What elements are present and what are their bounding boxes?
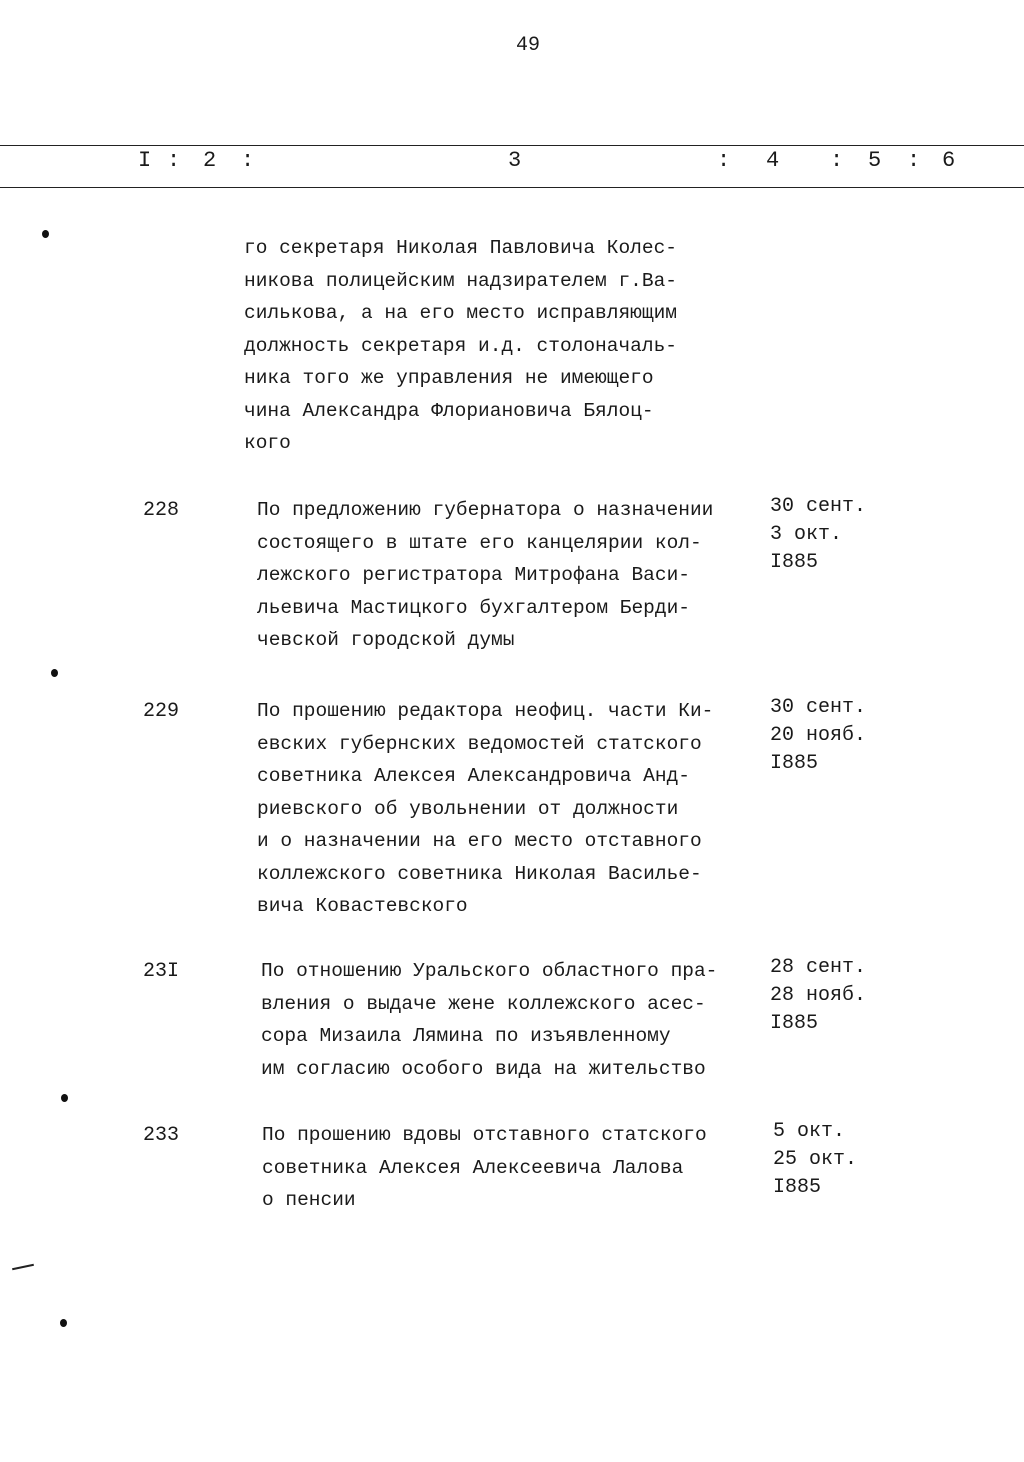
text-line: евских губернских ведомостей статского [257, 732, 702, 755]
year: I885 [770, 752, 819, 775]
text-line: о пенсии [262, 1189, 356, 1211]
entry-number: 228 [143, 499, 180, 522]
column-3-label: 3 [508, 148, 522, 173]
text-line: По предложению губернатора о назначении [257, 499, 714, 521]
text-line: никова полицейским надзирателем г.Ва- [244, 269, 677, 292]
text-line: вления о выдаче жене коллежского асес- [261, 992, 706, 1015]
text-line: кого [244, 432, 291, 454]
text-line: советника Алексея Александровича Анд- [257, 765, 690, 787]
start-date: 5 окт. [773, 1120, 846, 1143]
text-line: вича Ковастевского [257, 895, 468, 917]
entry-description [261, 955, 717, 1085]
text-line: лежского регистратора Митрофана Васи- [257, 564, 690, 586]
start-date: 30 сент. [770, 495, 867, 518]
text-line: По прошению редактора неофиц. части Ки- [257, 700, 714, 722]
column-separator: : [907, 148, 921, 173]
binder-hole-mark [60, 1319, 67, 1327]
column-2-label: 2 [203, 148, 217, 173]
entry-number: 233 [143, 1124, 180, 1147]
page-number: 49 [516, 34, 541, 57]
column-5-label: 5 [868, 148, 882, 173]
year: I885 [773, 1176, 822, 1199]
text-line: чевской городской думы [257, 629, 515, 651]
start-date: 30 сент. [770, 696, 867, 719]
year: I885 [770, 1012, 819, 1035]
text-line: сора Мизаила Лямина по изъявленному [261, 1025, 671, 1047]
text-line: им согласию особого вида на жительство [261, 1057, 706, 1080]
column-6-label: 6 [942, 148, 956, 173]
text-line: должность секретаря и.д. столоначаль- [244, 334, 677, 357]
text-line: советника Алексея Алексеевича Лалова [262, 1156, 684, 1179]
binder-hole-mark [51, 669, 58, 677]
column-separator: : [830, 148, 844, 173]
column-separator: : [241, 148, 255, 173]
entry-dates [770, 954, 866, 1038]
text-line: По отношению Уральского областного пра- [261, 960, 718, 982]
entry-number: 23I [143, 960, 180, 983]
text-line: риевского об увольнении от должности [257, 797, 679, 820]
text-line: силькова, а на его место исправляющим [244, 302, 677, 324]
end-date: 25 окт. [773, 1148, 858, 1171]
entry-number: 229 [143, 700, 180, 723]
entry-description [262, 1119, 707, 1217]
end-date: 3 окт. [770, 523, 843, 546]
year: I885 [770, 551, 819, 574]
entry-dates [770, 493, 866, 577]
column-separator: : [167, 148, 181, 173]
header-bottom-rule [0, 187, 1024, 188]
text-line: чина Александра Флориановича Бялоц- [244, 399, 654, 422]
continuation-text [244, 232, 677, 460]
header-top-rule [0, 145, 1024, 146]
text-line: состоящего в штате его канцелярии кол- [257, 531, 702, 554]
start-date: 28 сент. [770, 956, 867, 979]
end-date: 20 нояб. [770, 724, 867, 747]
column-1-label: I [138, 148, 152, 173]
entry-description [257, 494, 713, 657]
entry-description [257, 695, 713, 923]
text-line: го секретаря Николая Павловича Колес- [244, 237, 677, 259]
text-line: и о назначении на его место отставного [257, 830, 702, 852]
text-line: ника того же управления не имеющего [244, 367, 654, 389]
column-4-label: 4 [766, 148, 780, 173]
column-separator: : [717, 148, 731, 173]
text-line: коллежского советника Николая Василье- [257, 862, 702, 885]
entry-dates [773, 1118, 857, 1202]
margin-pen-mark [12, 1264, 34, 1271]
binder-hole-mark [61, 1094, 68, 1102]
text-line: льевича Мастицкого бухгалтером Берди- [257, 596, 690, 619]
binder-hole-mark [42, 230, 49, 238]
entry-dates [770, 694, 866, 778]
text-line: По прошению вдовы отставного статского [262, 1124, 707, 1146]
end-date: 28 нояб. [770, 984, 867, 1007]
